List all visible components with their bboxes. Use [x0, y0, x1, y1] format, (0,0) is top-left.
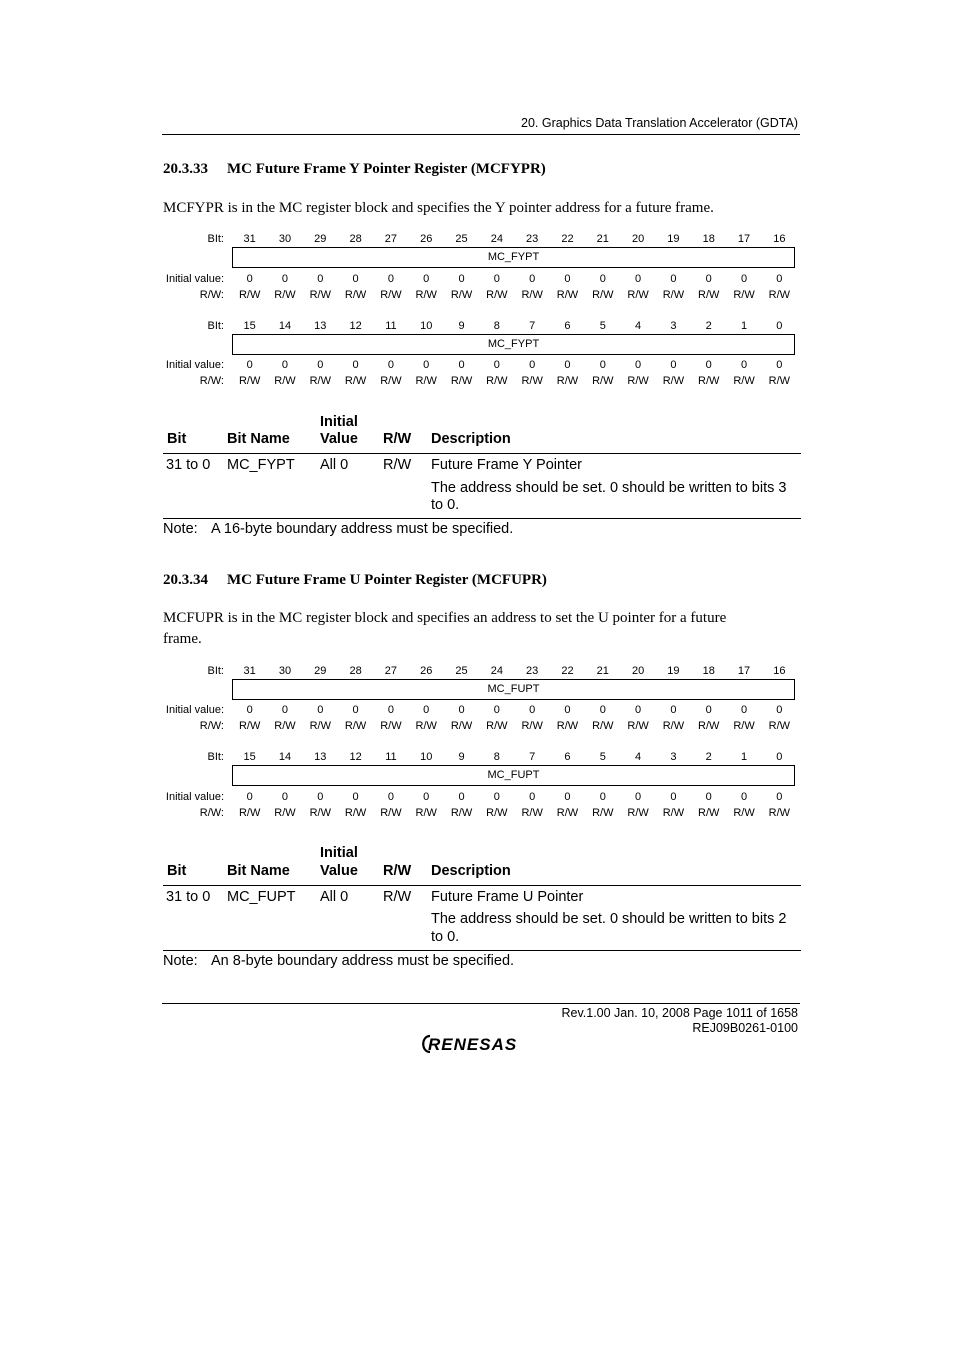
col-header-initial: Initial	[320, 414, 358, 430]
initial-value: 0	[599, 791, 606, 803]
bit-number: 6	[564, 320, 571, 332]
register-field: MC_FYPT	[232, 247, 795, 268]
initial-value-label: Initial value:	[165, 359, 224, 371]
initial-value: 0	[740, 791, 748, 803]
initial-value: 0	[705, 704, 712, 716]
rw-value: R/W	[238, 289, 261, 301]
section-intro: MCFYPR is in the MC register block and specifies the Y pointer address for a future frame.	[163, 200, 714, 216]
bit-numbers	[232, 665, 797, 677]
bit-number: 10	[420, 751, 433, 763]
bit-description-table	[163, 844, 801, 954]
bit-number: 27	[384, 233, 398, 245]
rw-value: R/W	[662, 807, 685, 819]
bit-numbers	[232, 233, 797, 245]
initial-value: 0	[281, 791, 289, 803]
bit-number: 18	[702, 233, 715, 245]
rw-value: R/W	[698, 720, 720, 732]
initial-value: 0	[740, 359, 748, 371]
bit-number: 28	[349, 233, 362, 245]
initial-value: 0	[599, 273, 606, 285]
bit-number: 26	[420, 665, 433, 677]
bit-number: 5	[599, 751, 606, 763]
rw-value: R/W	[415, 807, 437, 819]
bit-number: 13	[314, 320, 327, 332]
rw-value: R/W	[733, 375, 755, 387]
cell-description-line: to 0.	[431, 929, 460, 945]
initial-value: 0	[564, 791, 571, 803]
intro-line: MCFUPR is in the MC register block and specifies an address to set the U pointer for a future	[163, 610, 727, 626]
initial-value: 0	[281, 273, 289, 285]
bit-label: BIt:	[207, 665, 224, 677]
rw-value: R/W	[450, 375, 473, 387]
rw-value: R/W	[662, 720, 685, 732]
footer-revision: Rev.1.00 Jan. 10, 2008 Page 1011 of 1658	[561, 1006, 798, 1020]
initial-value: 0	[740, 273, 748, 285]
rw-value: R/W	[733, 720, 755, 732]
note-label: Note:	[163, 953, 198, 969]
bit-number: 3	[670, 320, 677, 332]
bit-number: 16	[773, 665, 786, 677]
rw-value: R/W	[415, 375, 437, 387]
note-label: Note:	[163, 521, 198, 537]
initial-value: 0	[352, 704, 359, 716]
initial-values	[232, 359, 797, 371]
bit-number: 20	[631, 665, 645, 677]
initial-value: 0	[635, 359, 642, 371]
rw-values	[232, 807, 797, 819]
rw-value: R/W	[274, 375, 296, 387]
initial-value: 0	[423, 273, 430, 285]
table-bottom-rule	[163, 518, 801, 519]
bit-number: 24	[490, 233, 503, 245]
initial-value: 0	[705, 273, 712, 285]
col-header-rw: R/W	[383, 431, 412, 447]
rw-value: R/W	[274, 807, 296, 819]
cell-initial-value: All 0	[320, 457, 349, 473]
initial-value: 0	[246, 791, 253, 803]
bit-number: 9	[458, 751, 465, 763]
bit-number: 23	[526, 665, 539, 677]
rw-value: R/W	[344, 807, 367, 819]
initial-value: 0	[246, 359, 253, 371]
rw-value: R/W	[415, 720, 437, 732]
cell-initial-value: All 0	[320, 889, 349, 905]
section-heading	[163, 161, 546, 178]
cell-description-line: The address should be set. 0 should be written to bits 2	[431, 911, 787, 927]
bit-number: 1	[740, 751, 748, 763]
bit-description-table	[163, 412, 801, 522]
rw-value: R/W	[698, 289, 720, 301]
initial-value: 0	[705, 791, 712, 803]
header-rule	[162, 134, 800, 135]
bit-number: 30	[278, 665, 292, 677]
bit-number: 0	[776, 751, 783, 763]
initial-value: 0	[281, 359, 289, 371]
initial-value: 0	[458, 273, 465, 285]
bit-number: 3	[670, 751, 677, 763]
rw-value: R/W	[380, 720, 402, 732]
bit-number: 6	[564, 751, 571, 763]
running-header: 20. Graphics Data Translation Accelerator (GDTA)	[521, 116, 798, 130]
initial-values	[232, 273, 797, 285]
rw-value: R/W	[380, 375, 402, 387]
initial-value: 0	[317, 273, 324, 285]
initial-value: 0	[352, 791, 359, 803]
initial-value: 0	[635, 704, 642, 716]
col-header-bit: Bit	[167, 431, 187, 447]
initial-value-label: Initial value:	[165, 791, 224, 803]
bit-number: 10	[420, 320, 433, 332]
initial-value: 0	[529, 273, 536, 285]
rw-value: R/W	[627, 807, 649, 819]
rw-value: R/W	[344, 289, 367, 301]
register-field: MC_FUPT	[232, 679, 795, 700]
initial-value: 0	[387, 791, 394, 803]
initial-value: 0	[423, 359, 430, 371]
bit-number: 20	[631, 233, 645, 245]
renesas-logo-graphic	[420, 1032, 542, 1056]
bit-number: 18	[702, 665, 715, 677]
bit-number: 15	[243, 751, 256, 763]
initial-value: 0	[387, 704, 394, 716]
bit-number: 26	[420, 233, 433, 245]
rw-value: R/W	[768, 720, 791, 732]
bit-number: 24	[490, 665, 503, 677]
cell-rw: R/W	[383, 889, 412, 905]
initial-value: 0	[458, 791, 465, 803]
bit-number: 23	[526, 233, 539, 245]
rw-value: R/W	[521, 375, 543, 387]
rw-value: R/W	[592, 289, 614, 301]
register-diagram	[160, 232, 800, 304]
rw-value: R/W	[733, 807, 755, 819]
col-header-value: Value	[320, 863, 358, 879]
initial-value: 0	[564, 704, 571, 716]
bit-number: 7	[529, 751, 536, 763]
rw-label: R/W:	[199, 375, 224, 387]
initial-value: 0	[564, 359, 571, 371]
initial-value: 0	[635, 273, 642, 285]
rw-value: R/W	[486, 807, 508, 819]
initial-value: 0	[387, 359, 394, 371]
section-intro	[163, 608, 783, 650]
rw-value: R/W	[344, 375, 367, 387]
section-title: MC Future Frame U Pointer Register (MCFUPR)	[227, 572, 547, 588]
section-number: 20.3.33	[163, 161, 208, 177]
rw-value: R/W	[486, 289, 508, 301]
initial-value: 0	[776, 791, 783, 803]
initial-value: 0	[317, 359, 324, 371]
rw-label: R/W:	[199, 289, 224, 301]
rw-value: R/W	[486, 720, 508, 732]
intro-line: frame.	[163, 631, 202, 647]
initial-value-label: Initial value:	[165, 704, 224, 716]
initial-values	[232, 704, 797, 716]
initial-value: 0	[599, 704, 606, 716]
rw-value: R/W	[662, 289, 685, 301]
table-header-rule	[163, 885, 801, 886]
col-header-description: Description	[431, 863, 511, 879]
initial-value: 0	[458, 359, 465, 371]
rw-value: R/W	[627, 720, 649, 732]
note-text: A 16-byte boundary address must be specified.	[211, 521, 514, 537]
bit-label: BIt:	[207, 320, 224, 332]
bit-number: 17	[737, 665, 751, 677]
initial-value-label: Initial value:	[165, 273, 224, 285]
initial-value: 0	[317, 704, 324, 716]
rw-label: R/W:	[199, 807, 224, 819]
table-note	[163, 521, 513, 537]
bit-number: 8	[493, 320, 500, 332]
rw-values	[232, 375, 797, 387]
rw-value: R/W	[521, 720, 543, 732]
rw-value: R/W	[344, 720, 367, 732]
rw-value: R/W	[592, 720, 614, 732]
initial-value: 0	[317, 791, 324, 803]
section-title: MC Future Frame Y Pointer Register (MCFYPR)	[227, 161, 546, 177]
register-field: MC_FUPT	[232, 765, 795, 786]
cell-description-title: Future Frame Y Pointer	[431, 457, 582, 473]
rw-value: R/W	[238, 720, 261, 732]
table-bottom-rule	[163, 950, 801, 951]
rw-value: R/W	[450, 289, 473, 301]
section-heading	[163, 572, 547, 589]
bit-number: 5	[599, 320, 606, 332]
bit-number: 0	[776, 320, 783, 332]
rw-value: R/W	[556, 289, 579, 301]
rw-value: R/W	[556, 375, 579, 387]
rw-value: R/W	[627, 375, 649, 387]
col-header-value: Value	[320, 431, 358, 447]
initial-value: 0	[246, 704, 253, 716]
initial-value: 0	[740, 704, 748, 716]
rw-value: R/W	[450, 720, 473, 732]
cell-description-line: The address should be set. 0 should be written to bits 3	[431, 480, 787, 496]
bit-number: 31	[243, 665, 256, 677]
rw-value: R/W	[309, 720, 331, 732]
initial-value: 0	[493, 359, 500, 371]
bit-number: 19	[667, 665, 680, 677]
bit-number: 21	[596, 233, 609, 245]
initial-value: 0	[564, 273, 571, 285]
rw-value: R/W	[521, 807, 543, 819]
rw-value: R/W	[450, 807, 473, 819]
col-header-bit-name: Bit Name	[227, 431, 290, 447]
initial-value: 0	[670, 791, 677, 803]
initial-value: 0	[776, 359, 783, 371]
initial-value: 0	[352, 273, 359, 285]
bit-number: 16	[773, 233, 786, 245]
bit-number: 30	[278, 233, 292, 245]
rw-label: R/W:	[199, 720, 224, 732]
initial-value: 0	[246, 273, 253, 285]
bit-number: 21	[596, 665, 609, 677]
initial-value: 0	[493, 704, 500, 716]
bit-number: 14	[278, 320, 292, 332]
initial-value: 0	[705, 359, 712, 371]
col-header-initial: Initial	[320, 845, 358, 861]
bit-number: 12	[349, 320, 362, 332]
bit-number: 4	[635, 751, 642, 763]
rw-value: R/W	[698, 807, 720, 819]
table-note	[163, 953, 514, 969]
bit-number: 19	[667, 233, 680, 245]
bit-number: 15	[243, 320, 256, 332]
initial-value: 0	[281, 704, 289, 716]
rw-value: R/W	[627, 289, 649, 301]
col-header-bit: Bit	[167, 863, 187, 879]
bit-number: 29	[314, 233, 327, 245]
initial-value: 0	[776, 704, 783, 716]
register-field: MC_FYPT	[232, 334, 795, 355]
rw-value: R/W	[380, 289, 402, 301]
bit-number: 1	[740, 320, 748, 332]
rw-value: R/W	[592, 807, 614, 819]
register-diagram	[160, 319, 800, 391]
initial-value: 0	[529, 359, 536, 371]
rw-value: R/W	[592, 375, 614, 387]
bit-number: 9	[458, 320, 465, 332]
initial-value: 0	[493, 791, 500, 803]
rw-value: R/W	[309, 289, 331, 301]
col-header-rw: R/W	[383, 863, 412, 879]
svg-text:RENESAS: RENESAS	[428, 1035, 518, 1054]
initial-value: 0	[670, 273, 677, 285]
bit-number: 4	[635, 320, 642, 332]
section-number: 20.3.34	[163, 572, 208, 588]
table-header-rule	[163, 453, 801, 454]
rw-value: R/W	[309, 807, 331, 819]
initial-value: 0	[670, 359, 677, 371]
rw-value: R/W	[415, 289, 437, 301]
bit-number: 13	[314, 751, 327, 763]
initial-value: 0	[423, 791, 430, 803]
bit-number: 11	[385, 320, 397, 332]
rw-value: R/W	[556, 807, 579, 819]
bit-numbers	[232, 751, 797, 763]
cell-rw: R/W	[383, 457, 412, 473]
bit-number: 7	[529, 320, 536, 332]
footer-rule	[162, 1003, 800, 1004]
col-header-description: Description	[431, 431, 511, 447]
bit-number: 22	[561, 665, 574, 677]
initial-value: 0	[423, 704, 430, 716]
initial-value: 0	[776, 273, 783, 285]
rw-value: R/W	[380, 807, 402, 819]
initial-values	[232, 791, 797, 803]
initial-value: 0	[493, 273, 500, 285]
cell-description-line: to 0.	[431, 497, 460, 513]
initial-value: 0	[599, 359, 606, 371]
rw-value: R/W	[309, 375, 331, 387]
rw-values	[232, 720, 797, 732]
initial-value: 0	[529, 791, 536, 803]
bit-number: 17	[737, 233, 751, 245]
rw-value: R/W	[238, 375, 261, 387]
initial-value: 0	[387, 273, 394, 285]
initial-value: 0	[670, 704, 677, 716]
col-header-bit-name: Bit Name	[227, 863, 290, 879]
renesas-logo	[420, 1032, 542, 1061]
rw-value: R/W	[274, 720, 296, 732]
rw-value: R/W	[556, 720, 579, 732]
rw-value: R/W	[733, 289, 755, 301]
register-diagram	[160, 750, 800, 822]
bit-number: 8	[493, 751, 500, 763]
rw-value: R/W	[662, 375, 685, 387]
cell-bit: 31 to 0	[166, 889, 211, 905]
bit-number: 2	[705, 320, 712, 332]
bit-number: 2	[705, 751, 712, 763]
bit-number: 28	[349, 665, 362, 677]
bit-number: 11	[385, 751, 397, 763]
bit-number: 14	[278, 751, 292, 763]
rw-value: R/W	[274, 289, 296, 301]
bit-number: 31	[243, 233, 256, 245]
initial-value: 0	[635, 791, 642, 803]
rw-value: R/W	[698, 375, 720, 387]
rw-value: R/W	[486, 375, 508, 387]
cell-bit-name: MC_FYPT	[227, 457, 295, 473]
initial-value: 0	[458, 704, 465, 716]
register-diagram	[160, 664, 800, 736]
cell-bit: 31 to 0	[166, 457, 211, 473]
bit-label: BIt:	[207, 751, 224, 763]
bit-number: 29	[314, 665, 327, 677]
bit-number: 12	[349, 751, 362, 763]
rw-value: R/W	[768, 289, 791, 301]
note-text: An 8-byte boundary address must be specified.	[211, 953, 515, 969]
rw-value: R/W	[768, 375, 791, 387]
initial-value: 0	[352, 359, 359, 371]
rw-value: R/W	[521, 289, 543, 301]
footer-document-number: REJ09B0261-0100	[692, 1021, 798, 1035]
bit-number: 27	[384, 665, 398, 677]
cell-description-title: Future Frame U Pointer	[431, 889, 584, 905]
rw-value: R/W	[238, 807, 261, 819]
bit-numbers	[232, 320, 797, 332]
rw-values	[232, 289, 797, 301]
bit-number: 25	[455, 233, 468, 245]
cell-bit-name: MC_FUPT	[227, 889, 296, 905]
bit-label: BIt:	[207, 233, 224, 245]
bit-number: 25	[455, 665, 468, 677]
rw-value: R/W	[768, 807, 791, 819]
initial-value: 0	[529, 704, 536, 716]
bit-number: 22	[561, 233, 574, 245]
